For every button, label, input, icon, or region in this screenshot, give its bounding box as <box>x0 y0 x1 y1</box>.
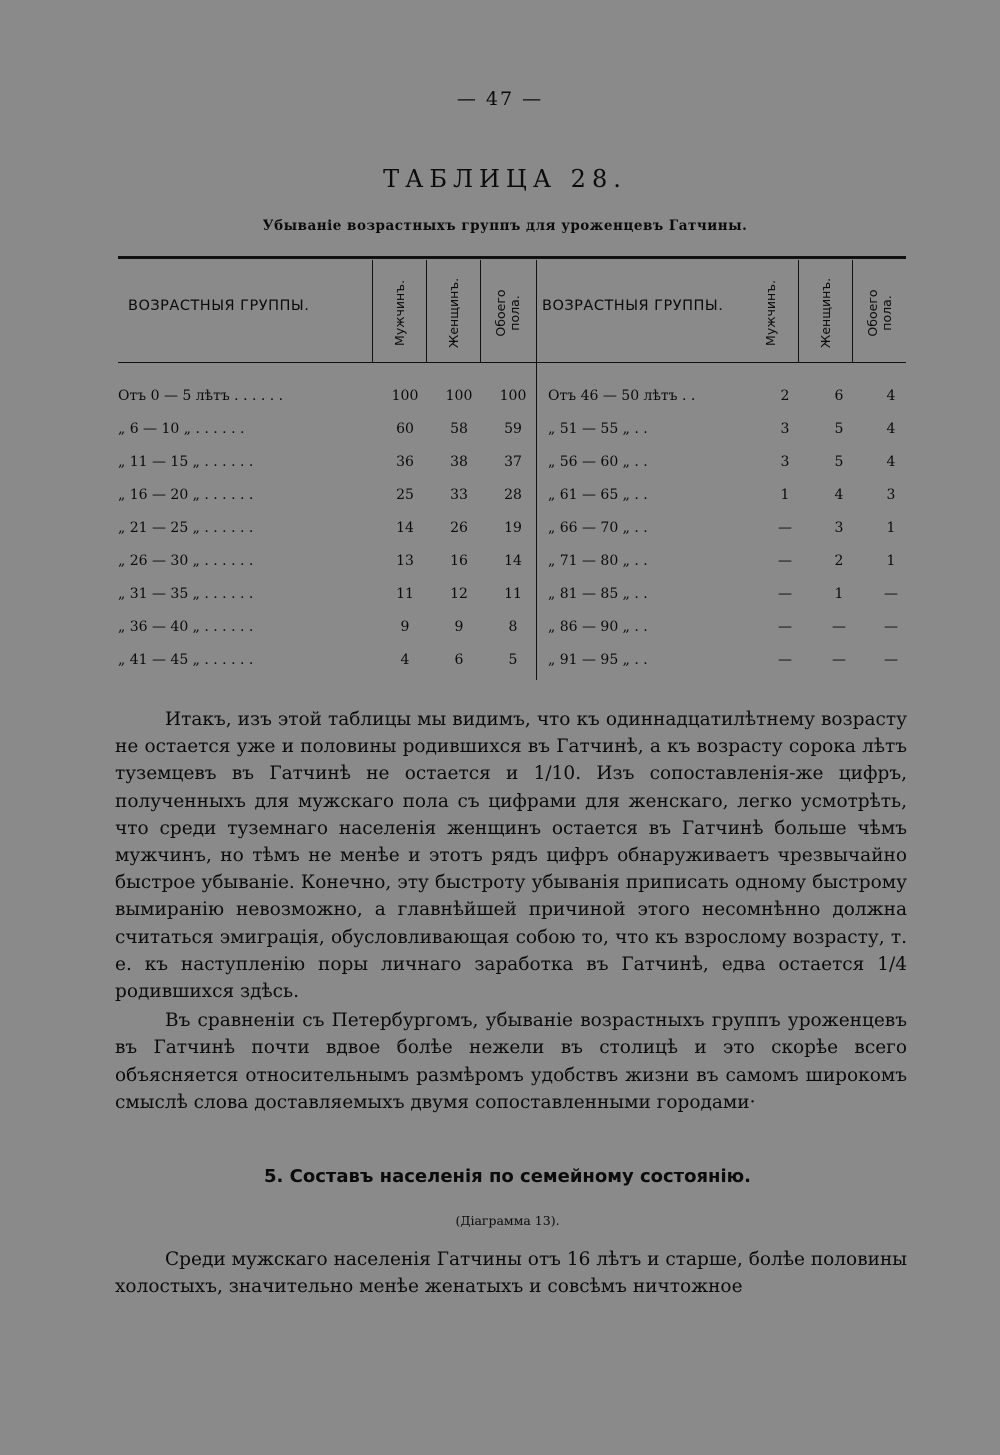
row-label-right: „ 71 — 80 „ . . <box>548 553 648 569</box>
header-men-left: Мужчинъ. <box>392 280 407 346</box>
cell-both-right: 3 <box>886 487 896 503</box>
page-number: — 47 — <box>456 88 544 110</box>
row-label-right: „ 61 — 65 „ . . <box>548 487 648 503</box>
cell-both-left: 11 <box>504 586 522 602</box>
body-text <box>115 706 907 1116</box>
row-label-right: „ 56 — 60 „ . . <box>548 454 648 470</box>
row-label-left: „ 6 — 10 „ . . . . . . <box>118 421 245 437</box>
cell-women-right: 3 <box>834 520 844 536</box>
table-header-rule <box>118 362 906 363</box>
header-both-right: Обоего пола. <box>865 289 894 337</box>
cell-both-left: 19 <box>504 520 522 536</box>
cell-men-left: 9 <box>400 619 410 635</box>
cell-men-right: 3 <box>780 421 790 437</box>
cell-both-left: 59 <box>504 421 522 437</box>
header-men-right: Мужчинъ. <box>763 280 778 346</box>
header-both-left: Обоего пола. <box>493 289 522 337</box>
cell-both-right: 1 <box>886 520 896 536</box>
cell-women-left: 9 <box>454 619 464 635</box>
cell-both-right: — <box>884 586 898 602</box>
cell-women-left: 100 <box>445 388 473 404</box>
cell-men-left: 100 <box>391 388 419 404</box>
age-groups-table <box>118 256 906 680</box>
cell-women-right: 5 <box>834 454 844 470</box>
cell-men-left: 60 <box>396 421 414 437</box>
cell-women-left: 33 <box>450 487 468 503</box>
cell-both-right: 4 <box>886 421 896 437</box>
table-row <box>118 520 906 553</box>
cell-women-right: 2 <box>834 553 844 569</box>
table-row <box>118 586 906 619</box>
row-label-left: Отъ 0 — 5 лѣтъ . . . . . . <box>118 388 284 404</box>
cell-women-right: — <box>832 652 846 668</box>
cell-women-right: — <box>832 619 846 635</box>
table-row <box>118 619 906 652</box>
row-label-right: Отъ 46 — 50 лѣтъ . . <box>548 388 696 404</box>
row-label-left: „ 36 — 40 „ . . . . . . <box>118 619 254 635</box>
cell-men-left: 36 <box>396 454 414 470</box>
cell-men-left: 13 <box>396 553 414 569</box>
paragraph: Въ сравненіи съ Петербургомъ, убываніе возрастныхъ группъ уроженцевъ въ Гатчинѣ почти вдвое болѣе нежели въ столицѣ и это скорѣе всего объясняется относительнымъ размѣромъ удобствъ жизни въ самомъ широкомъ смыслѣ слова доставляемыхъ двумя сопоставленными городами· <box>115 1010 907 1113</box>
header-women-left: Женщинъ. <box>446 277 461 349</box>
cell-men-right: 1 <box>780 487 790 503</box>
table-row <box>118 421 906 454</box>
table-row <box>118 553 906 586</box>
row-label-left: „ 16 — 20 „ . . . . . . <box>118 487 254 503</box>
cell-women-left: 26 <box>450 520 468 536</box>
table-row <box>118 454 906 487</box>
cell-both-left: 14 <box>504 553 522 569</box>
cell-both-right: 1 <box>886 553 896 569</box>
cell-men-left: 14 <box>396 520 414 536</box>
table-row <box>118 487 906 520</box>
cell-women-left: 58 <box>450 421 468 437</box>
cell-both-left: 5 <box>508 652 518 668</box>
header-age-groups-right: ВОЗРАСТНЫЯ ГРУППЫ. <box>542 298 724 314</box>
cell-women-left: 6 <box>454 652 464 668</box>
cell-both-left: 100 <box>499 388 527 404</box>
row-label-right: „ 81 — 85 „ . . <box>548 586 648 602</box>
cell-women-left: 12 <box>450 586 468 602</box>
table-row <box>118 652 906 685</box>
cell-men-right: — <box>778 553 792 569</box>
cell-men-right: — <box>778 619 792 635</box>
section-title: 5. Составъ населенія по семейному состоянію. <box>264 1166 751 1187</box>
table-subtitle: Убываніе возрастныхъ группъ для уроженцевъ Гатчины. <box>262 218 748 234</box>
cell-men-right: 3 <box>780 454 790 470</box>
cell-men-left: 11 <box>396 586 414 602</box>
cell-women-right: 6 <box>834 388 844 404</box>
cell-women-right: 4 <box>834 487 844 503</box>
cell-both-right: 4 <box>886 388 896 404</box>
cell-women-right: 5 <box>834 421 844 437</box>
row-label-left: „ 41 — 45 „ . . . . . . <box>118 652 254 668</box>
row-label-right: „ 66 — 70 „ . . <box>548 520 648 536</box>
cell-men-right: — <box>778 586 792 602</box>
paragraph: Итакъ, изъ этой таблицы мы видимъ, что къ одиннадцатилѣтнему возрасту не остается уже и половины родившихся въ Гатчинѣ, а къ возрасту сорока лѣтъ туземцевъ въ Гатчинѣ не остается и 1/10. Изъ сопоставленія-же цифръ, полученныхъ для мужскаго пола съ цифрами для женскаго, легко усмотрѣть, что среди туземнаго населенія женщинъ остается въ Гатчинѣ больше чѣмъ мужчинъ, но тѣмъ не менѣе и этотъ рядъ цифръ обнаруживаетъ чрезвычайно быстрое убываніе. Конечно, эту быстроту убыванія приписать одному быстрому вымиранію невозможно, а главнѣйшей причиной этого несомнѣнно должна считаться эмиграція, обусловливающая собою то, что къ взрослому возрасту, т. е. къ наступленію поры личнаго заработка въ Гатчинѣ, едва остается 1/4 родившихся здѣсь. <box>115 709 907 1003</box>
cell-men-right: — <box>778 520 792 536</box>
cell-men-left: 25 <box>396 487 414 503</box>
row-label-right: „ 86 — 90 „ . . <box>548 619 648 635</box>
section-subtitle: (Діаграмма 13). <box>455 1213 560 1228</box>
header-age-groups-left: ВОЗРАСТНЫЯ ГРУППЫ. <box>128 298 310 314</box>
paragraph: Среди мужскаго населенія Гатчины отъ 16 лѣтъ и старше, болѣе половины холостыхъ, значительно менѣе женатыхъ и совсѣмъ ничтожное <box>115 1249 907 1298</box>
row-label-left: „ 21 — 25 „ . . . . . . <box>118 520 254 536</box>
cell-both-right: — <box>884 619 898 635</box>
cell-men-right: — <box>778 652 792 668</box>
cell-both-left: 28 <box>504 487 522 503</box>
cell-both-right: 4 <box>886 454 896 470</box>
cell-both-right: — <box>884 652 898 668</box>
cell-women-right: 1 <box>834 586 844 602</box>
cell-men-left: 4 <box>400 652 410 668</box>
table-row <box>118 388 906 421</box>
row-label-left: „ 26 — 30 „ . . . . . . <box>118 553 254 569</box>
cell-men-right: 2 <box>780 388 790 404</box>
header-women-right: Женщинъ. <box>818 277 833 349</box>
cell-both-left: 37 <box>504 454 522 470</box>
row-label-left: „ 31 — 35 „ . . . . . . <box>118 586 254 602</box>
cell-women-left: 38 <box>450 454 468 470</box>
table-top-rule <box>118 256 906 259</box>
section-body-text <box>115 1246 907 1300</box>
cell-women-left: 16 <box>450 553 468 569</box>
row-label-right: „ 91 — 95 „ . . <box>548 652 648 668</box>
row-label-left: „ 11 — 15 „ . . . . . . <box>118 454 254 470</box>
row-label-right: „ 51 — 55 „ . . <box>548 421 648 437</box>
table-title: ТАБЛИЦА 28. <box>383 165 627 193</box>
cell-both-left: 8 <box>508 619 518 635</box>
